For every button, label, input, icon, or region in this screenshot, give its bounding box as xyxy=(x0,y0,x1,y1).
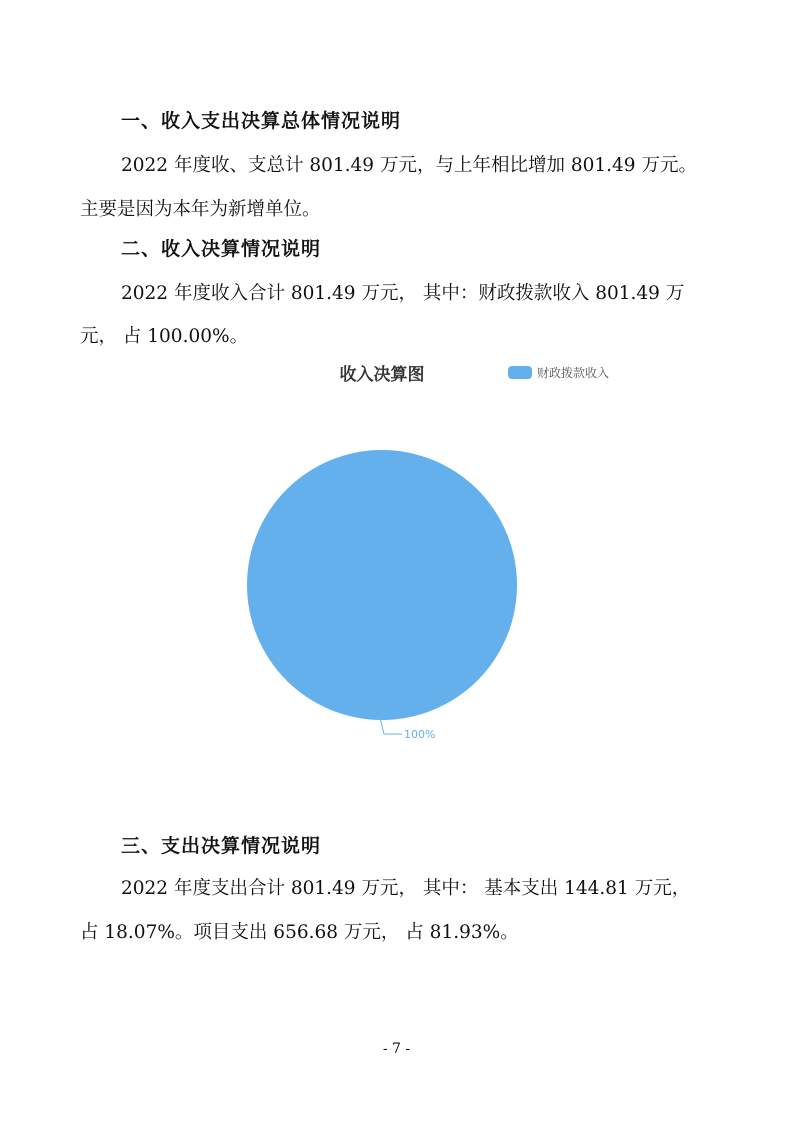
data-label-leader-line xyxy=(380,718,402,734)
pie-slice-0 xyxy=(247,450,517,720)
legend-swatch xyxy=(508,366,532,379)
income-pie-chart xyxy=(0,340,793,760)
section-1-text-line-1: 2022 年度收、支总计 801.49 万元，与上年相比增加 801.49 万元。 xyxy=(121,155,697,176)
section-1-heading: 一、收入支出决算总体情况说明 xyxy=(121,110,402,132)
pie-slices xyxy=(247,450,517,720)
section-2-heading: 二、收入决算情况说明 xyxy=(121,238,322,260)
section-3-text-line-1: 2022 年度支出合计 801.49 万元， 其中： 基本支出 144.81 万元， xyxy=(121,878,691,899)
section-1-text-line-2: 主要是因为本年为新增单位。 xyxy=(80,199,321,220)
data-label-group xyxy=(380,718,435,741)
legend-label: 财政拨款收入 xyxy=(537,366,610,380)
page-number: - 7 - xyxy=(382,1041,411,1057)
data-label-slice-0: 100% xyxy=(404,728,436,741)
section-3-text-line-2: 占 18.07%。项目支出 656.68 万元， 占 81.93%。 xyxy=(80,922,519,943)
section-3-heading: 三、支出决算情况说明 xyxy=(121,835,322,857)
chart-title: 收入决算图 xyxy=(339,365,425,385)
section-2-text-line-1: 2022 年度收入合计 801.49 万元， 其中：财政拨款收入 801.49 万 xyxy=(121,283,685,304)
section-2-text-line-2: 元， 占 100.00%。 xyxy=(80,326,249,347)
chart-legend xyxy=(508,365,609,380)
